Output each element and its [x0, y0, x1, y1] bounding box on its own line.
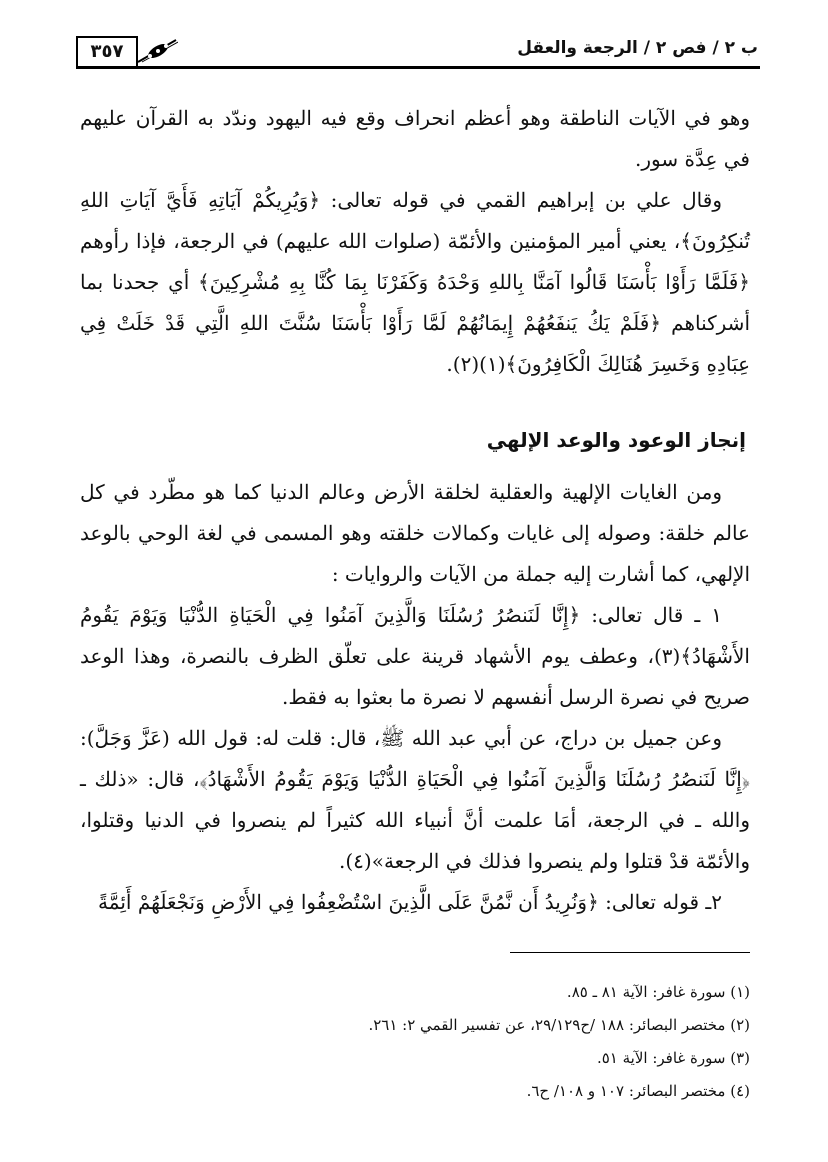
paragraph: وقال علي بن إبراهيم القمي في قوله تعالى: ﴿وَيُرِيكُمْ آيَاتِهِ فَأَيَّ آيَاتِ اللهِ تُنكِرُونَ﴾، يعني أمير المؤمنين والأئمّة (صلوات الله عليهم) في الرجعة، فإذا رأوهم ﴿فَلَمَّا رَأَوْا بَأْسَنَا قَالُوا آمَنَّا بِاللهِ وَحْدَهُ وَكَفَرْنَا بِمَا كُنَّا بِهِ مُشْرِكِينَ﴾ أي جحدنا بما أشركناهم ﴿فَلَمْ يَكُ يَنفَعُهُمْ إِيمَانُهُمْ لَمَّا رَأَوْا بَأْسَنَا سُنَّتَ اللهِ الَّتِي قَدْ خَلَتْ فِي عِبَادِهِ وَخَسِرَ هُنَالِكَ الْكَافِرُونَ﴾(١)(٢). — [80, 188, 750, 376]
page-number: ٣٥٧ — [76, 36, 138, 66]
footnote: (٣) سورة غافر: الآية ٥١. — [596, 1049, 750, 1067]
header-rule — [76, 66, 760, 69]
text-block-top — [80, 98, 750, 385]
paragraph: وهو في الآيات الناطقة وهو أعظم انحراف وقع فيه اليهود وندّد به القرآن عليهم في عِدَّة سور. — [80, 106, 750, 171]
paragraph: وعن جميل بن دراج، عن أبي عبد الله ﷺ، قال: قلت له: قول الله (عَزَّ وَجَلَّ): ﴿إِنَّا لَنَنصُرُ رُسُلَنَا وَالَّذِينَ آمَنُوا فِي الْحَيَاةِ الدُّنْيَا وَيَوْمَ يَقُومُ الأَشْهَادُ﴾، قال: «ذلك ـ والله ـ في الرجعة، أمَا علمت أنَّ أنبياء الله كثيراً لم ينصروا في الدنيا وقتلوا، والأئمّة قدْ قتلوا ولم ينصروا فذلك في الرجعة»(٤). — [80, 726, 750, 873]
paragraph: ٢ـ قوله تعالى: ﴿وَنُرِيدُ أَن نَّمُنَّ عَلَى الَّذِينَ اسْتُضْعِفُوا فِي الأَرْضِ وَنَجْعَلَهُمْ أَئِمَّةً — [98, 890, 722, 914]
text-block-bottom — [80, 472, 750, 923]
paragraph: ومن الغايات الإلهية والعقلية لخلقة الأرض وعالم الدنيا كما هو مطّرد في كل عالم خلقة: وصوله إلى غايات وكمالات خلقته وهو المسمى في لغة الوحي بالوعد الإلهي، كما أشارت إليه جملة من الآيات والروايات : — [80, 480, 750, 586]
ornament-icon — [136, 38, 178, 64]
section-heading: إنجاز الوعود والوعد الإلهي — [486, 428, 746, 452]
paragraph: ١ ـ قال تعالى: ﴿إِنَّا لَنَنصُرُ رُسُلَنَا وَالَّذِينَ آمَنُوا فِي الْحَيَاةِ الدُّنْيَا وَيَوْمَ يَقُومُ الأَشْهَادُ﴾(٣)، وعطف يوم الأشهاد قرينة على تعلّق الظرف بالنصرة، وهذا الوعد صريح في نصرة الرسل أنفسهم لا نصرة ما بعثوا به فقط. — [80, 603, 750, 709]
running-title: ب ٢ / فص ٢ / الرجعة والعقل — [517, 38, 758, 58]
page-header — [76, 36, 760, 70]
footnote: (٢) مختصر البصائر: ١٨٨ /ح٢٩/١٢٩، عن تفسير القمي ٢: ٢٦١. — [368, 1016, 750, 1034]
footnote-separator — [510, 952, 750, 953]
footnote: (٤) مختصر البصائر: ١٠٧ و ١٠٨/ ح٦. — [526, 1082, 750, 1100]
footnote: (١) سورة غافر: الآية ٨١ ـ ٨٥. — [566, 983, 750, 1001]
footnotes — [80, 976, 750, 1108]
